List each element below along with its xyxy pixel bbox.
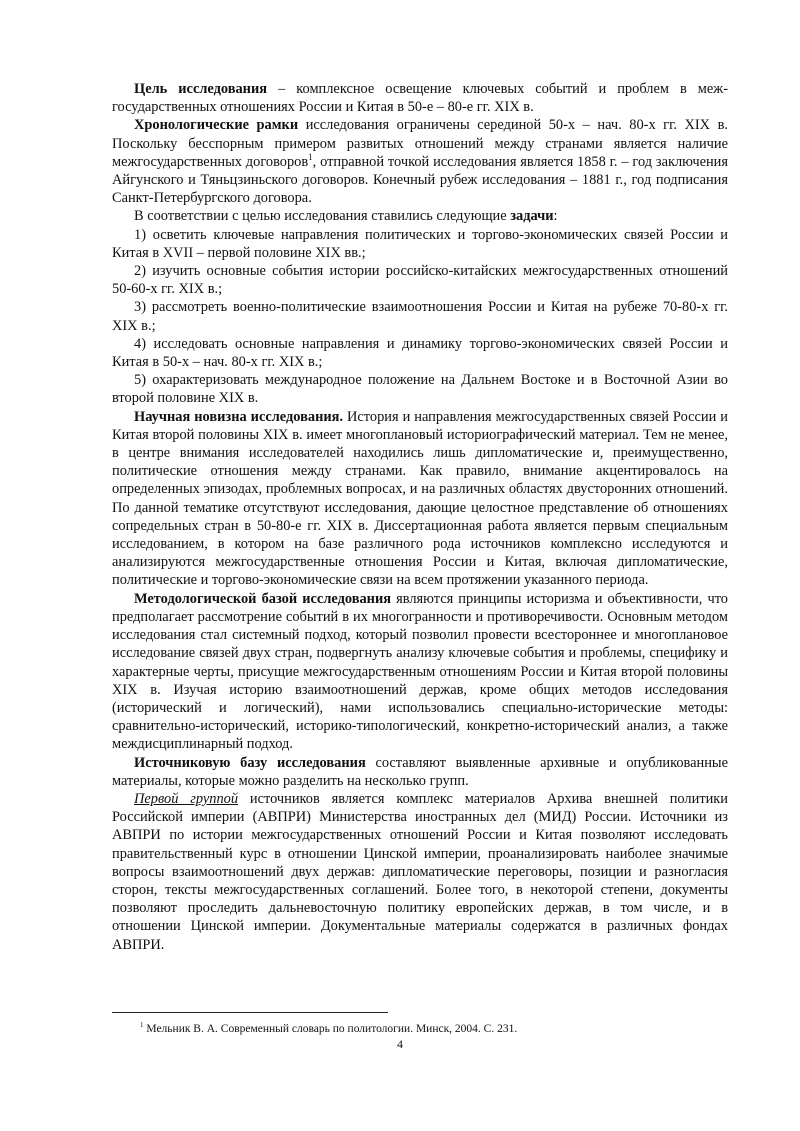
term-methodology: Методологической базой исследования [134, 590, 392, 607]
footnote-mark: 1 [140, 1021, 144, 1030]
paragraph-novelty [112, 408, 728, 590]
task-item-1: 1) осветить ключевые направления политических и торгово-экономических связей России и Китая в XVII – первой половине XIX вв.; [112, 226, 728, 261]
text-methodology: являются принципы историзма и объективности, что предполагает рассмотрение событий в их многогранности и противоречивости. Основным методом исследования стал системный подход, который позволил провести всестороннее и многоплановое исследование связей двух стран, подвергнуть анализу ключевые события и проблемы, специфику и характерные черты, присущие межгосударственным отношениям России и Китая второй половины XIX в. Изучая историю взаимоотношений держав, кроме общих методов исследования (исторический и логический), нами использовались специально-исторические методы: сравнительно-исторический, историко-типологический, конкретно-исторический анализ, а также междисциплинарный подход. [112, 590, 728, 753]
paragraph-first-group [112, 790, 728, 954]
text-chronology: исследования ограничены серединой 50-х – нач. 80-х гг. XIX в. Поскольку бесспорным примером развитых отношений между странами является наличие межгосударственных договоров [112, 117, 729, 170]
footnote-text: Мельник В. А. Современный словарь по политологии. Минск, 2004. С. 231. [143, 1023, 518, 1035]
text-first-group: источников является комплекс материалов Архива внешней политики Российской империи (АВПРИ) Министерства иностранных дел (МИД) России. Источники из АВПРИ по истории межгосударственных отношений России и Китая позволяют исследовать правительственный курс в отношении Цинской империи, проанализировать наиболее значимые вопросы взаимоотношений двух держав: дипломатические переговоры, позиции и разногласия сторон, тексты межгосударственных соглашений. Более того, в некоторой степени, документы позволяют проследить дальневосточную политику европейских держав, в том числе, и в отношении Цинской империи. Документальные материалы содержатся в различных фондах АВПРИ. [112, 790, 729, 953]
task-item-2: 2) изучить основные события истории российско-китайских межгосударственных отношений 50-60-х гг. XIX в.; [112, 263, 728, 298]
paragraph-goal [112, 80, 728, 116]
text-goal: – комплексное освещение ключевых событий и проблем в межгосударственных отношениях России и Китая в 50-е – 80-е гг. XIX в. [112, 81, 728, 116]
document-body [112, 80, 728, 954]
text-novelty: История и направления межгосударственных связей России и Китая второй половины XIX в. имеет многоплановый историографический материал. Тем не менее, в центре внимания исследователей находились лишь дипломатические и, преимущественно, политические отношения между странами. Как правило, внимание акцентировалось на определенных эпизодах, проблемных вопросах, и на различных областях двусторонних отношений. По данной тематике отсутствуют исследования, дающие целостное представление об отношениях сопредельных стран в 50-80-е гг. XIX в. Диссертационная работа является первым специальным исследованием, в котором на базе различного рода источников комплексно исследуются и анализируются межгосударственные отношения России и Китая, включая дипломатические, политические и торгово-экономические связи на всем протяжении указанного периода. [112, 408, 728, 589]
text-tasks-intro: В соответствии с целью исследования ставились следующие [134, 208, 511, 225]
term-sources: Источниковую базу исследования [134, 754, 366, 771]
term-novelty: Научная новизна исследования. [134, 408, 344, 425]
page-number: 4 [397, 1037, 403, 1051]
term-first-group: Первой группой [134, 790, 239, 807]
task-item-3: 3) рассмотреть военно-политические взаимоотношения России и Китая на рубеже 70-80-х гг. XIX в.; [112, 299, 728, 334]
text-sources: составляют выявленные архивные и опубликованные материалы, которые можно разделить на несколько групп. [112, 754, 728, 789]
task-item-4: 4) исследовать основные направления и динамику торгово-экономических связей России и Китая в 50-х – нач. 80-х гг. XIX в.; [112, 335, 728, 371]
footnote-divider [112, 1012, 388, 1013]
task-item-5: 5) охарактеризовать международное положение на Дальнем Востоке и в Восточной Азии во второй половине XIX в. [112, 372, 728, 407]
term-tasks: задачи [510, 208, 554, 225]
paragraph-sources [112, 754, 728, 790]
paragraph-chronology [112, 116, 728, 207]
term-chronology: Хронологические рамки [134, 117, 299, 134]
footnote-reference[interactable]: 1 [308, 152, 313, 163]
term-goal: Цель исследования [134, 81, 268, 97]
paragraph-tasks-intro: В соответствии с целью исследования ставились следующие задачи: [134, 208, 558, 225]
footnote [140, 1022, 740, 1036]
paragraph-methodology [112, 590, 728, 754]
text-chronology-cont: , отправной точкой исследования является 1858 г. – год заключения Айгунского и Тяньцзиньского договоров. Конечный рубеж исследования – 1881 г., год подписания Санкт-Петербургского договора. [112, 153, 729, 207]
